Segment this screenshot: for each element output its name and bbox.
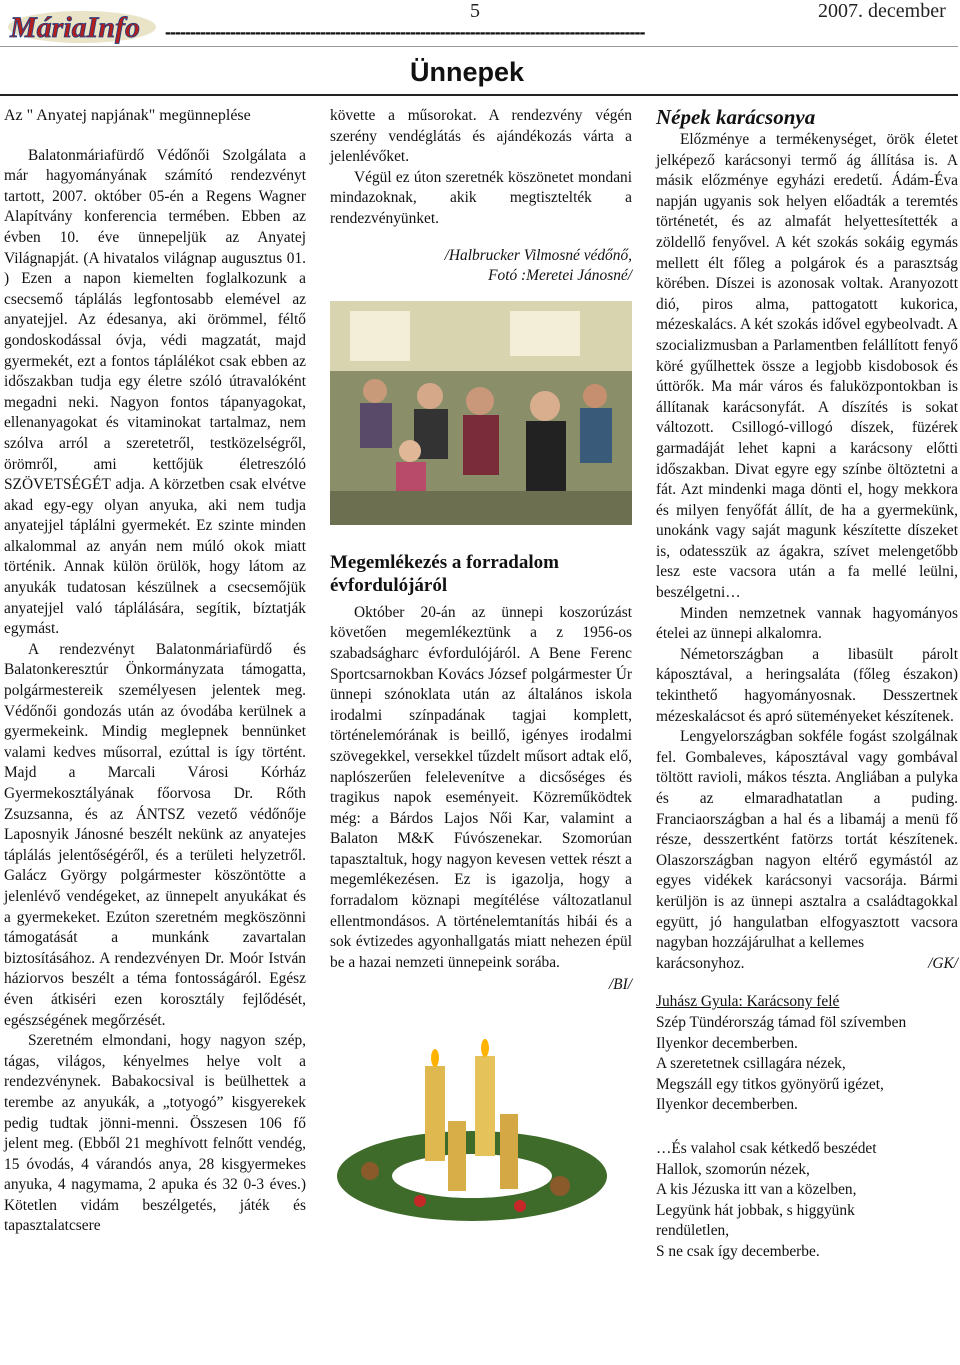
section-divider	[0, 94, 958, 96]
article-heading-forradalom: Megemlékezés a forradalom évfordulójáról	[330, 551, 559, 596]
karacsony-paragraph-3: Németországban a libasült párolt káposztával, a heringsaláta (főleg északon) tekinthető hagyományosnak. Desszertnek mézeskalácsot és apró süteményeket készítenek.	[656, 645, 958, 725]
karacsony-paragraph-4: Lengyelországban sokféle fogást szolgálnak fel. Gombaleves, káposztával vagy gombával töltött ravioli, mákos tészta. Angliában a pulyka és az elmaradhatatlan a puding. Franciaországban a hal és a libamáj a menü fő része, desszertként fatörzs tortát készítenek. Olaszországban nagyon eltérő egymástól az egyes vidékek karácsonyi vacsorája. Bármi kerüljön is az ünnepi asztalra a családtagokkal együtt, jó hangulatban elfogyasztott vacsora nagyban hozzájárulhat a kellemes	[656, 728, 958, 952]
karacsony-last-word: karácsonyhoz.	[656, 954, 745, 972]
poem-line: Ilyenkor decemberben.	[656, 1034, 798, 1052]
event-photo	[330, 301, 632, 525]
poem-line: …És valahol csak kétkedő beszédet	[656, 1139, 877, 1157]
column-anyatej	[4, 106, 306, 1237]
author-initials-gk: /GK/	[928, 954, 958, 972]
poem-line: A szeretetnek csillagára nézek,	[656, 1055, 846, 1073]
anyatej-paragraph-1: Balatonmáriafürdő Védőnői Szolgálata a már hagyományának számító rendezvényt tartott, 2007. október 05-én a Regens Wagner Alapítvány konferencia termében. Ebben az évben 10. éve ünnepeljük az Anyatej Világnapját. (A hivatalos világnap augusztus 01. ) Ezen a napon kiemelten foglalkozunk a csecsemő táplálás legfontosabb elemével az anyatejjel. Az édesanya, aki örömmel, féltő gondoskodással óvja, védi magzatát, majd gyermekét, ezt a fontos táplálékot csak ebben az időszakban tudja egy életre szóló útravalóként megadni neki. Nagyon fontos tápanyagokat, ellenanyagokat és vitaminokat tartalmaz, nem szólva arról a szeretetről, testközelségről, örömről, ami kettőjük életreszóló SZÖVETSÉGÉT adja. A körzetben csak elvétve akad egy-egy olyan anyuka, aki nem tudja anyatejjel táplálni gyermekét. Ez szinte minden alkalommal az anyán nem múló okok miatt történik. Annak külön örülök, hogy látom az anyukák tudatosan készülnek a csecsemőjük anyatejjel való táplálására, segítik, bíztatják egymást.	[4, 146, 306, 638]
photo-credit: Fotó :Meretei Jánosné/	[488, 267, 632, 285]
header-divider	[0, 46, 958, 47]
poem-line: Ilyenkor decemberben.	[656, 1096, 798, 1114]
poem-line: Szép Tündérország támad föl szívemben	[656, 1013, 907, 1031]
mariainfo-logo	[4, 6, 159, 48]
anyatej-paragraph-5: Végül ez úton szeretnék köszönetet mondani mindazoknak, akik megtisztelték a rendezvényünket.	[330, 168, 632, 227]
poem-line: A kis Jézuska itt van a közelben,	[656, 1181, 857, 1199]
article-title-anyatej: Az " Anyatej napjának" megünneplése	[4, 107, 251, 124]
forradalom-paragraph: Október 20-án az ünnepi koszorúzást követően megemlékeztünk a z 1956-os szabadságharc évfordulójáról. A Bene Ferenc Sportcsarnokban Kovács József polgármester Úr ünnepi szónoklata után az általános iskola irodalmi színpadának tagjai komplett, történelemórának is beillő, igényes irodalmi szövegekkel, versekkel tűzdelt műsort adtak elő, naplószerűen felelevenítve a dicsőséges és tragikus napok eseményeit. Közreműködtek még: a Bárdos Lajos Női Kar, valamint a Balaton M&K Fúvószenekar. Szomorúan tapasztaltuk, hogy nagyon kevesen vettek részt a megemlékezésen. Ez is igazolja, hogy a forradalom köznapi megítélése változatlanul ellentmondásos. A történelemtanítás hibái és a sok évtizedes agyonhallgatás miatt nehezen épül be a hazai nemzeti ünnepeink sorába.	[330, 603, 632, 971]
poem-line: Megszáll egy titkos gyönyörű igézet,	[656, 1075, 884, 1093]
poem-stanza-2	[656, 1139, 958, 1263]
poem-stanza-1	[656, 1013, 958, 1116]
poem-line: S ne csak így decemberbe.	[656, 1242, 820, 1260]
anyatej-paragraph-4: követte a műsorokat. A rendezvény végén szerény vendéglátás és ajándékozás várta a jelenlévőket.	[330, 107, 632, 166]
poem-line: rendületlen,	[656, 1222, 730, 1240]
karacsony-last-line	[656, 954, 958, 975]
poem-line: Legyünk hát jobbak, s higgyünk	[656, 1201, 855, 1219]
page-number: 5	[470, 0, 480, 22]
anyatej-paragraph-2: A rendezvényt Balatonmáriafürdő és Balatonkeresztúr Önkormányzata támogatta, polgármestereik személyesen jelentek meg. Védőnői gondozás után az óvodába kerülnek a gyermekeink. Mindig meglepnek bennünket valami kedves műsorral, ezúttal is így történt. Majd a Marcali Városi Kórház Gyermekosztályának főorvosa Dr. Rőth Zsuzsanna, és az ÁNTSZ vezető védőnője Laposnyik Jánosné beszélt nekünk az anyatejes táplálás jelentőségéről, és a területi helyzetről. Galácz György polgármester köszöntötte a jelenlévő vendégeket, az ünnepelt anyukákat és a gyermekeket. Ezúton szeretném megköszönni támogatását a munkánk zavartalan biztosításához. A rendezvényen Dr. Moór István háziorvos beszélt a téma fontosságáról. Egész éven átkiséri ezen korosztály fejlődését, egészségének megőrzését.	[4, 640, 306, 1029]
karacsony-paragraph-1: Előzménye a termékenységet, örök életet jelképező karácsonyi termő ág állítása is. A másik előzménye egyházi eredetű. Ádám-Éva napján ugyanis sok helyen előadták a teremtés történetét, és az almafát helyettesítették a zöldellő fenyővel. A két szokás sokáig egymás mellett élt főleg a polgárok és a parasztság körében. Díszei is azonosak voltak. Aranyozott dió, piros alma, pattogatott kukorica, mézeskalács. A két szokás idővel egybeolvadt. A szocializmusban a Parlamentben felállított fenyő köré gyűlhettek össze a legjobb kisdobosok és úttörők. Ma már város és faluközpontokban is állítanak karácsonyfát. A díszítés is sokat változott. Csillogó-villogó díszek, füzérek garmadáját lehet kapni a karácsony előtti időszakban. Divat egyre egy színbe öltöztetni a fát. Azt mindenki maga dönti el, hogy mekkora és milyen fenyőfát állít, de ha a gyermekünk, unokánk vagy saját magunk készítette díszeket is, odatesszük az ágakra, szívet melengetőbb lesz este vacsora után a fa mellé leülni, beszélgetni…	[656, 131, 958, 602]
author-initials-bi: /BI/	[608, 976, 632, 994]
column-karacsony	[656, 106, 958, 1262]
anyatej-paragraph-3: Szeretném elmondani, hogy nagyon szép, tágas, világos, kényelmes helye volt a rendezvénynek. Babakocsival is beülhettek a terembe az anyukák, a „totyogó” kisgyerekek pedig tudtak jönni-menni. Összesen 106 fő jelent meg. (Ebből 21 meghívott felnőtt vendég, 15 óvodás, 4 várandós anya, 28 kisgyermekes anyuka, 4 nagymama, 2 apuka és 32 0-3 éves.) Kötetlen vidám beszélgetés, játék és tapasztalatcsere	[4, 1032, 306, 1235]
article-heading-karacsony: Népek karácsonya	[656, 105, 816, 129]
karacsony-paragraph-2: Minden nemzetnek vannak hagyományos ételei az ünnepi alkalomra.	[656, 604, 958, 643]
column-middle	[330, 106, 632, 1226]
header-dash-rule: ------------------------------------------------------------------------------------------------	[165, 22, 645, 42]
poem-line: Hallok, szomorún nézek,	[656, 1160, 810, 1178]
svg-text:MáriaInfo: MáriaInfo	[10, 11, 141, 44]
poem-title: Juhász Gyula: Karácsony felé	[656, 993, 840, 1011]
author-signature: /Halbrucker Vilmosné védőnő,	[444, 246, 632, 264]
section-title: Ünnepek	[410, 57, 525, 87]
issue-date: 2007. december	[818, 0, 946, 22]
advent-wreath-photo	[330, 1026, 614, 1226]
